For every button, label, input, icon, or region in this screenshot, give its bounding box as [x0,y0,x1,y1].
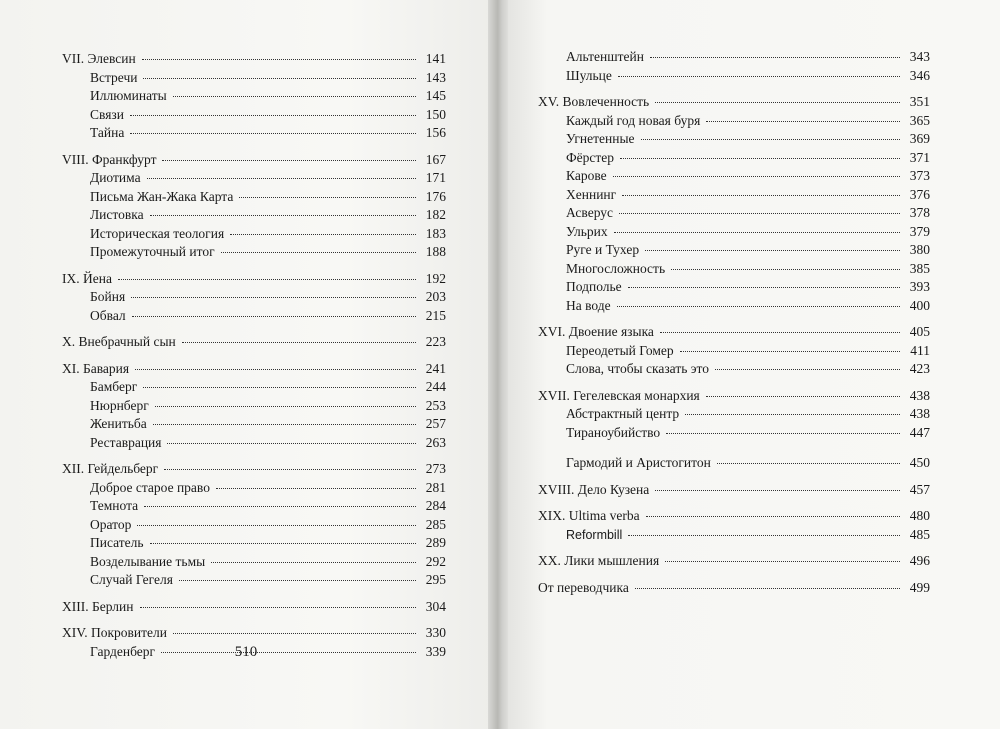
toc-entry-page: 330 [425,625,446,640]
toc-entry-page: 285 [425,516,446,532]
toc-entry-page: 499 [909,579,930,595]
toc-entry-page: 369 [909,131,930,146]
toc-entry-title: Обвал [90,307,126,323]
toc-entry-title: Бамберг [90,379,138,394]
toc-entry [62,397,446,416]
dot-leader [143,387,416,388]
toc-entry-title: Фёрстер [566,149,615,165]
dot-leader [144,506,416,507]
toc-entry [538,323,930,342]
toc-entry-title: Гармодий и Аристогитон [566,455,711,470]
toc-entry-title: XI. Бавария [62,360,130,376]
toc-entry-title: VII. Элевсин [62,51,136,66]
toc-entry-title: IX. Йена [62,270,112,286]
toc-entry-title: Абстрактный центр [566,406,680,421]
dot-leader [239,197,416,198]
toc-entry [62,360,446,379]
toc-entry [62,479,446,498]
toc-entry-page: 203 [425,289,446,304]
toc-entry [538,507,930,526]
toc-entry-page: 176 [425,188,446,204]
dot-leader [641,139,900,140]
dot-leader [622,195,900,196]
toc-entry [538,67,930,86]
toc-entry [538,112,930,131]
toc-entry-title: XII. Гейдельберг [62,461,159,476]
toc-entry [538,48,930,67]
left-page [0,0,492,729]
toc-entry-title: Промежуточный итог [90,244,215,259]
toc-entry [62,624,446,643]
toc-entry-title: Хеннинг [566,186,617,202]
toc-entry-title: Альтенштейн [566,49,644,64]
toc-entry [62,225,446,244]
toc-entry [62,415,446,434]
dot-leader [150,543,416,544]
dot-leader [179,580,416,581]
toc-entry [62,69,446,88]
toc-entry-title: XIX. Ultima verba [538,508,640,523]
toc-entry [538,526,930,545]
toc-entry-title: Тайна [90,125,125,140]
toc-entry-title: Каждый год новая буря [566,112,701,128]
toc-entry-title: XX. Лики мышления [538,553,660,568]
toc-entry-title: Случай Гегеля [90,572,173,587]
toc-entry-title: VIII. Франкфурт [62,151,157,167]
toc-entry [62,243,446,262]
toc-entry-title: Реставрация [90,434,162,450]
dot-leader [617,306,900,307]
toc-entry-page: 304 [425,598,446,614]
dot-leader [147,178,416,179]
dot-leader [173,96,416,97]
toc-entry-page: 183 [425,225,446,241]
dot-leader [221,252,416,253]
toc-right [538,48,930,597]
toc-entry-title: Подполье [566,279,622,294]
toc-entry-page: 373 [909,168,930,183]
toc-entry-page: 376 [909,186,930,202]
toc-entry [62,169,446,188]
dot-leader [162,160,416,161]
toc-entry-page: 284 [425,498,446,513]
toc-entry-title: X. Внебрачный сын [62,334,176,349]
toc-entry-page: 379 [909,223,930,239]
toc-entry [538,297,930,316]
dot-leader [665,561,900,562]
dot-leader [143,78,416,79]
toc-entry-page: 351 [909,94,930,109]
toc-entry [62,571,446,590]
toc-entry-title: Письма Жан-Жака Карта [90,188,234,204]
toc-entry [62,516,446,535]
toc-entry [538,130,930,149]
toc-entry-page: 480 [909,508,930,523]
dot-leader [628,535,900,536]
toc-entry-page: 156 [425,125,446,140]
toc-entry-title: Писатель [90,535,144,550]
toc-entry-page: 145 [425,88,446,103]
dot-leader [680,351,900,352]
toc-entry [62,50,446,69]
dot-leader [660,332,900,333]
toc-entry [538,167,930,186]
dot-leader [635,588,900,589]
toc-entry [62,378,446,397]
dot-leader [216,488,416,489]
toc-entry [538,278,930,297]
toc-entry-page: 188 [425,244,446,259]
toc-entry-page: 405 [909,324,930,339]
toc-entry [62,87,446,106]
dot-leader [135,369,416,370]
toc-entry-title: Reformbill [566,527,623,542]
dot-leader [628,287,900,288]
toc-entry-title: Слова, чтобы сказать это [566,361,710,376]
toc-entry-page: 378 [909,205,930,220]
toc-entry-page: 263 [425,434,446,450]
toc-entry [62,270,446,289]
toc-entry-page: 423 [909,361,930,376]
toc-entry-title: На воде [566,297,611,313]
dot-leader [706,121,900,122]
dot-leader [717,463,900,464]
toc-entry-page: 438 [909,406,930,421]
toc-entry-page: 457 [909,481,930,497]
toc-entry [62,206,446,225]
toc-entry [538,241,930,260]
dot-leader [164,469,416,470]
dot-leader [671,269,900,270]
dot-leader [130,115,416,116]
toc-entry-page: 393 [909,279,930,294]
toc-entry-page: 141 [425,51,446,66]
dot-leader [650,57,900,58]
toc-entry [538,260,930,279]
toc-entry-title: Бойня [90,289,126,304]
toc-entry-page: 171 [425,170,446,185]
dot-leader [613,176,900,177]
toc-entry-page: 257 [425,416,446,431]
toc-entry [62,333,446,352]
toc-entry-title: Листовка [90,207,144,222]
toc-entry-title: Переодетый Гомер [566,342,674,358]
toc-entry-title: Нюрнберг [90,397,149,413]
toc-entry-title: Асверус [566,205,614,220]
dot-leader [614,232,900,233]
toc-entry-page: 295 [425,572,446,587]
dot-leader [618,76,900,77]
toc-entry-page: 339 [425,643,446,659]
dot-leader [715,369,900,370]
dot-leader [182,342,416,343]
dot-leader [137,525,416,526]
toc-entry [538,223,930,242]
toc-entry-page: 241 [425,360,446,376]
dot-leader [150,215,416,216]
toc-entry [62,460,446,479]
toc-entry-title: Руге и Тухер [566,242,640,257]
toc-entry-title: XIII. Берлин [62,598,134,614]
toc-entry-title: XVIII. Дело Кузена [538,481,650,497]
toc-entry [538,454,930,473]
toc-entry-page: 447 [909,424,930,440]
toc-entry [538,342,930,361]
toc-entry-page: 371 [909,149,930,165]
toc-entry [538,552,930,571]
toc-entry-page: 450 [909,455,930,470]
toc-entry-title: Карове [566,168,607,183]
dot-leader [666,433,900,434]
toc-entry-title: XVI. Двоение языка [538,324,654,339]
toc-entry [62,534,446,553]
toc-entry [538,579,930,598]
toc-entry-page: 289 [425,535,446,550]
dot-leader [230,234,416,235]
toc-entry-page: 411 [910,342,930,358]
dot-leader [173,633,416,634]
toc-entry-page: 273 [425,461,446,476]
toc-entry-title: Угнетенные [566,131,635,146]
toc-entry-page: 182 [425,207,446,222]
toc-entry-page: 150 [425,106,446,122]
toc-entry-page: 496 [909,553,930,568]
toc-entry [538,186,930,205]
dot-leader [142,59,416,60]
toc-entry [62,288,446,307]
toc-entry [538,204,930,223]
toc-entry-title: Встречи [90,69,138,85]
toc-entry-title: XV. Вовлеченность [538,94,650,109]
toc-entry [62,188,446,207]
toc-entry-title: Диотима [90,170,141,185]
toc-entry-page: 365 [909,112,930,128]
dot-leader [140,607,417,608]
toc-entry-page: 281 [425,479,446,495]
toc-entry-page: 485 [909,526,930,542]
toc-entry-page: 192 [425,270,446,286]
toc-entry-title: Иллюминаты [90,88,167,103]
dot-leader [211,562,416,563]
toc-entry-page: 167 [425,151,446,167]
toc-entry-title: Доброе старое право [90,479,210,495]
dot-leader [131,297,416,298]
page-number: 510 [234,644,258,660]
toc-entry-title: Тираноубийство [566,424,661,440]
toc-entry-title: Шульце [566,67,612,83]
toc-entry-title: Возделывание тьмы [90,553,206,569]
toc-entry-page: 215 [425,307,446,323]
toc-entry-title: Темнота [90,498,139,513]
toc-entry-page: 380 [909,242,930,257]
toc-entry [62,434,446,453]
toc-entry [538,481,930,500]
dot-leader [619,213,900,214]
toc-entry-title: Женитьба [90,416,147,431]
toc-entry-page: 292 [425,553,446,569]
toc-entry-page: 400 [909,297,930,313]
toc-entry-page: 253 [425,397,446,413]
toc-entry-page: 143 [425,69,446,85]
toc-entry-title: От переводчика [538,579,629,595]
dot-leader [685,414,900,415]
toc-entry-title: Историческая теология [90,225,225,241]
toc-entry [538,424,930,443]
toc-entry-title: Гарденберг [90,643,156,659]
toc-entry-page: 244 [425,379,446,394]
toc-entry [62,151,446,170]
toc-entry-title: Оратор [90,516,132,532]
toc-entry-title: XVII. Гегелевская монархия [538,387,700,403]
dot-leader [167,443,416,444]
dot-leader [155,406,416,407]
dot-leader [646,516,900,517]
right-page [508,0,1000,729]
toc-entry [538,360,930,379]
toc-entry [538,149,930,168]
toc-entry-title: Ульрих [566,223,608,239]
dot-leader [645,250,900,251]
dot-leader [655,102,900,103]
dot-leader [153,424,416,425]
toc-entry-page: 343 [909,49,930,64]
toc-entry [62,106,446,125]
toc-entry-page: 385 [909,260,930,276]
dot-leader [655,490,900,491]
toc-entry-title: XIV. Покровители [62,625,168,640]
toc-entry [538,405,930,424]
dot-leader [706,396,900,397]
toc-entry [62,497,446,516]
toc-entry [538,387,930,406]
toc-left [62,50,446,661]
toc-entry-page: 346 [909,67,930,83]
toc-entry-page: 438 [909,387,930,403]
dot-leader [130,133,416,134]
dot-leader [132,316,416,317]
toc-entry [538,93,930,112]
toc-entry [62,124,446,143]
toc-entry [62,553,446,572]
dot-leader [118,279,416,280]
toc-entry-page: 223 [425,334,446,349]
toc-entry [62,598,446,617]
toc-entry-title: Связи [90,106,124,122]
dot-leader [620,158,900,159]
toc-entry [62,307,446,326]
toc-entry-title: Многосложность [566,260,666,276]
